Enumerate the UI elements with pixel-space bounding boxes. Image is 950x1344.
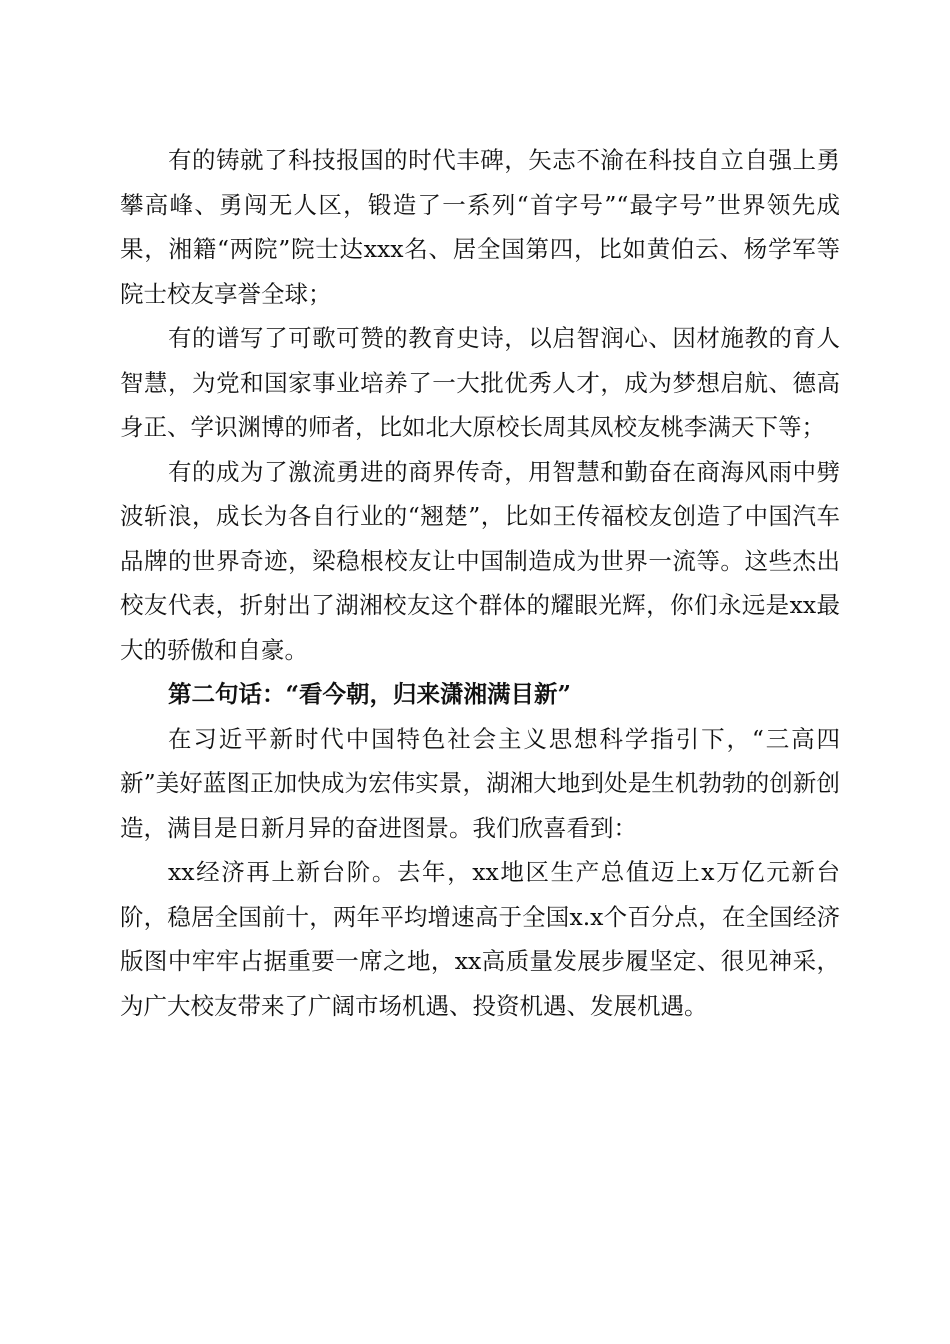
paragraph-education: 有的谱写了可歌可赞的教育史诗，以启智润心、因材施教的育人智慧，为党和国家事业培养了一大批优秀人才，成为梦想启航、德高身正、学识渊博的师者，比如北大原校长周其凤校友桃李满天下等； xyxy=(120,324,840,441)
section-heading: 第二句话：“看今朝，归来潇湘满目新” xyxy=(168,680,572,708)
paragraph-tech-achievements: 有的铸就了科技报国的时代丰碑，矢志不渝在科技自立自强上勇攀高峰、勇闯无人区，锻造了一系列“首字号”“最字号”世界领先成果，湘籍“两院”院士达xxx名、居全国第四，比如黄伯云、杨学军等院士校友享誉全球； xyxy=(120,146,840,308)
paragraph-new-era: 在习近平新时代中国特色社会主义思想科学指引下，“三高四新”美好蓝图正加快成为宏伟实景，湖湘大地到处是生机勃勃的创新创造，满目是日新月异的奋进图景。我们欣喜看到： xyxy=(120,724,840,842)
document-body xyxy=(120,138,840,1028)
paragraph-business: 有的成为了激流勇进的商界传奇，用智慧和勤奋在商海风雨中劈波斩浪，成长为各自行业的“翘楚”，比如王传福校友创造了中国汽车品牌的世界奇迹，梁稳根校友让中国制造成为世界一流等。这些杰出校友代表，折射出了湖湘校友这个群体的耀眼光辉，你们永远是xx最大的骄傲和自豪。 xyxy=(120,457,840,664)
paragraph-economy: xx经济再上新台阶。去年，xx地区生产总值迈上x万亿元新台阶，稳居全国前十，两年平均增速高于全国x.x个百分点，在全国经济版图中牢牢占据重要一席之地，xx高质量发展步履坚定、很见神采，为广大校友带来了广阔市场机遇、投资机遇、发展机遇。 xyxy=(120,858,840,1020)
